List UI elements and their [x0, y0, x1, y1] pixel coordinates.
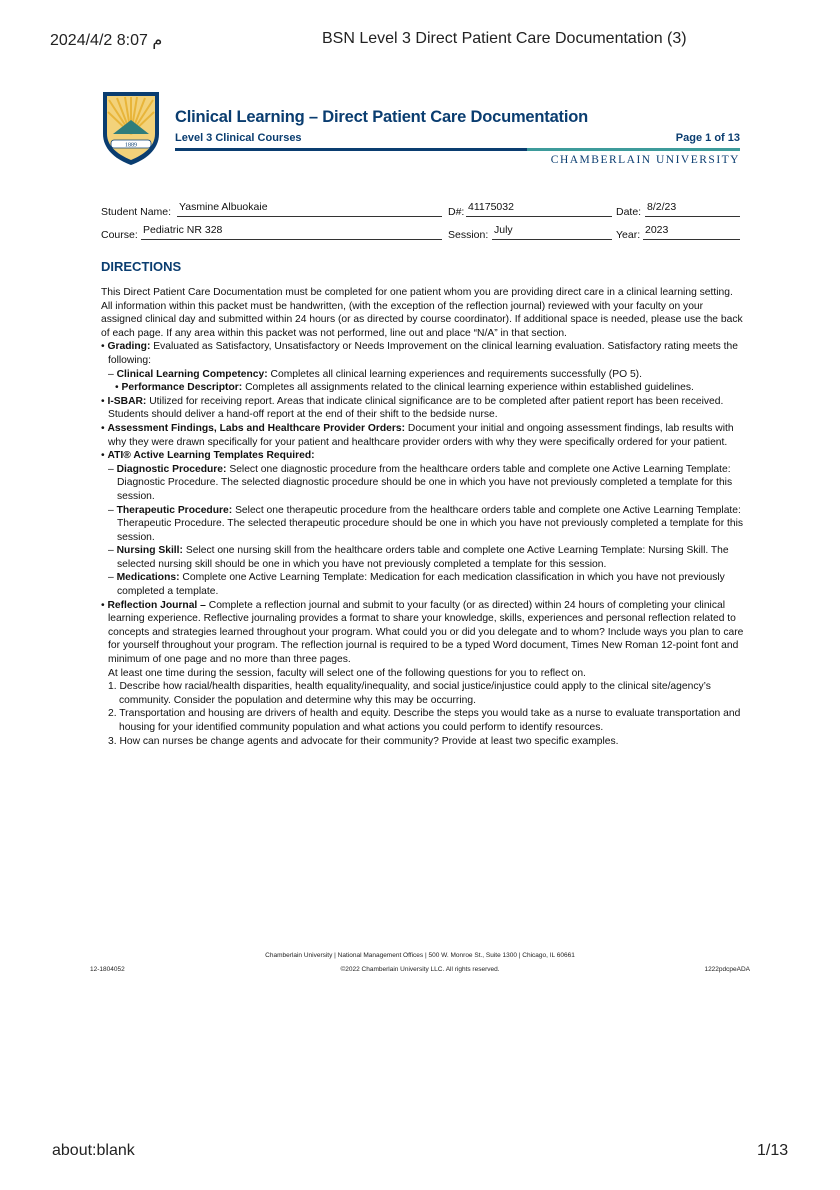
therapeutic-item: – Therapeutic Procedure: Select one therapeutic procedure from the healthcare orders table and complete one Active Learning Template: Therapeutic Procedure. The selected therapeutic procedure should be one in which you have not previously completed a template for this session. [108, 504, 744, 543]
year-label: Year: [616, 229, 641, 241]
descriptor-item: • Performance Descriptor: Completes all assignments related to the clinical learning experience within established guidelines. [115, 382, 694, 394]
assessment-item: • Assessment Findings, Labs and Healthcare Provider Orders: Document your initial and ongoing assessment findings, lab results with why they were drawn specifically for your patient and healthcare provider orders with why they were specifically ordered for your patient. [101, 422, 734, 448]
diagnostic-item: – Diagnostic Procedure: Select one diagnostic procedure from the healthcare orders table and complete one Active Learning Template: Diagnostic Procedure. The selected diagnostic procedure should be one in which you have not previously completed a template for this session. [108, 463, 733, 502]
reflection-item: • Reflection Journal – Complete a reflection journal and submit to your faculty (or as directed) within 24 hours of completing your clinical learning experience. Reflective journaling provides a format to share your knowledge, skills, experiences and personal reflection related to concepts and strategies learned throughout your program. What could you or did you delegate and to whom? Include ways you plan to care for yourself throughout your program. The reflection journal is required to be a typed Word document, Times New Roman 12-point font and minimum of one page and no more than three pages. [101, 599, 744, 666]
id-label: D#: [448, 206, 465, 218]
question-item: 2. Transportation and housing are drivers of health and equity. Describe the steps you would take as a nurse to evaluate transportation and housing for your identified community population and what actions you could perform to identify resources. [108, 708, 741, 733]
session-label: Session: [448, 229, 489, 241]
print-page-count: 1/13 [757, 1142, 789, 1159]
footer-code-right: 1222pdcpeADA [704, 966, 750, 973]
print-url: about:blank [52, 1142, 135, 1159]
reflection-select: At least one time during the session, faculty will select one of the following questions for you to reflect on. [108, 667, 586, 679]
header-rule-teal [527, 148, 740, 151]
shield-year: 1889 [125, 142, 137, 149]
ati-item: • ATI® Active Learning Templates Required: [101, 450, 315, 462]
medications-item: – Medications: Complete one Active Learning Template: Medication for each medication classification in which you have not previously completed a template. [108, 572, 725, 598]
document-subtitle: Level 3 Clinical Courses [175, 132, 302, 144]
question-item: 1. Describe how racial/health disparities, health equality/inequality, and social justice/injustice could apply to the clinical site/agency’s community. Consider the population and determine why this may be occurring. [108, 681, 711, 706]
directions-intro: This Direct Patient Care Documentation must be completed for one patient whom you are providing direct care in a clinical learning setting. All information within this packet must be handwritten, (with the exception of the reflection journal) reviewed with your faculty on your assigned clinical day and submitted within 24 hours (or as directed by course coordinator). If additional space is needed, please use the back of each page. If any area within this packet was not performed, line out and place “N/A” in that section. [101, 287, 743, 339]
print-timestamp: م 8:07 2024/4/2 [50, 32, 163, 49]
print-document-title: BSN Level 3 Direct Patient Care Documentation (3) [322, 30, 687, 47]
brand-wordmark: CHAMBERLAIN UNIVERSITY [550, 154, 740, 166]
page-number: Page 1 of 13 [675, 132, 740, 144]
footer-code-left: 12-1804052 [90, 966, 125, 973]
header-rule-navy [175, 148, 527, 151]
competency-item: – Clinical Learning Competency: Completes all clinical learning experiences and requirements successfully (PO 5). [108, 368, 642, 380]
course-field[interactable]: Pediatric NR 328 [141, 225, 442, 240]
footer-address: Chamberlain University | National Management Offices | 500 W. Monroe St., Suite 1300 | Chicago, IL 60661 [265, 952, 575, 959]
grading-label: Grading: [107, 341, 151, 353]
date-field[interactable]: 8/2/23 [645, 202, 740, 217]
question-item: 3. How can nurses be change agents and advocate for their community? Provide at least two specific examples. [108, 735, 619, 747]
nursing-skill-item: – Nursing Skill: Select one nursing skill from the healthcare orders table and complete one Active Learning Template: Nursing Skill. The selected nursing skill should be one in which you have not previously completed a template for this session. [108, 545, 729, 570]
grading-item: • Grading: Evaluated as Satisfactory, Unsatisfactory or Needs Improvement on the clinical learning evaluation. Satisfactory rating meets the following: [101, 341, 738, 366]
course-label: Course: [101, 229, 138, 241]
directions-heading: DIRECTIONS [101, 259, 182, 274]
date-label: Date: [616, 206, 642, 218]
session-field[interactable]: July [492, 225, 612, 240]
directions-body [101, 286, 746, 748]
document-title: Clinical Learning – Direct Patient Care Documentation [175, 108, 588, 126]
footer-copyright: ©2022 Chamberlain University LLC. All rights reserved. [340, 966, 500, 973]
chamberlain-shield-logo [101, 90, 161, 166]
isbar-item: • I-SBAR: Utilized for receiving report. Areas that indicate clinical significance are to be completed after patient report has been received. Students should deliver a hand-off report at the end of their shift to the bedside nurse. [101, 395, 724, 421]
id-field[interactable]: 41175032 [466, 202, 612, 217]
student-name-label: Student Name: [101, 206, 172, 218]
student-name-field[interactable]: Yasmine Albuokaie [177, 202, 442, 217]
year-field[interactable]: 2023 [643, 225, 740, 240]
